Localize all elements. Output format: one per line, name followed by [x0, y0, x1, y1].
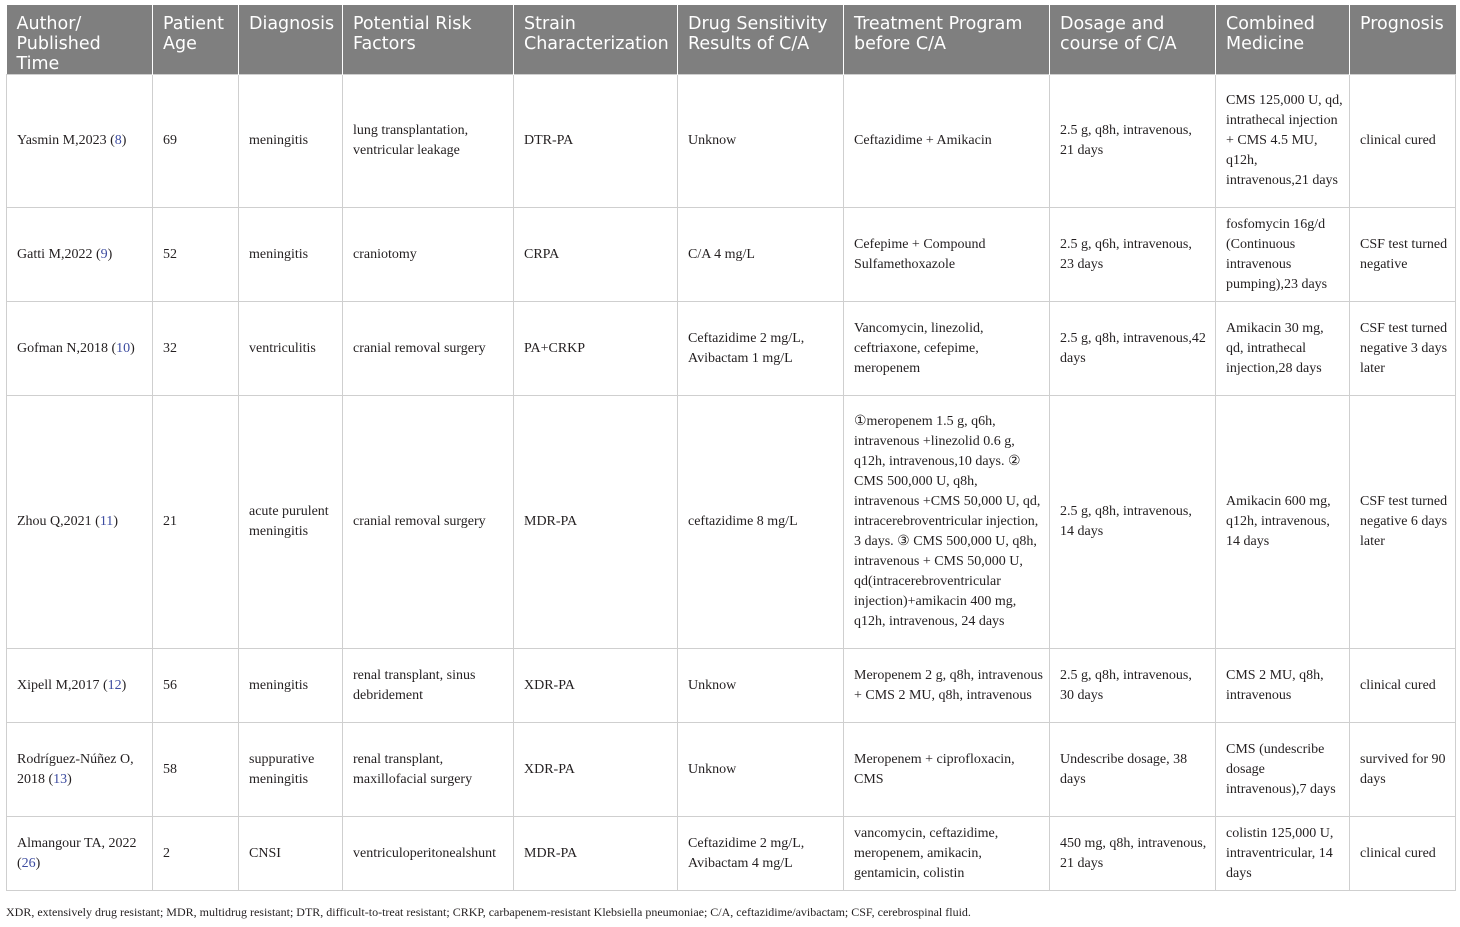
cell-dosage: 2.5 g, q8h, intravenous, 30 days	[1050, 649, 1216, 723]
cell-diagnosis: meningitis	[239, 649, 343, 723]
author-close-paren: )	[130, 340, 135, 356]
cell-combined: fosfomycin 16g/d (Continuous intravenous pumping),23 days	[1216, 208, 1350, 302]
table-row	[7, 817, 1456, 891]
cell-diagnosis: suppurative meningitis	[239, 723, 343, 817]
author-text: Gofman N,2018 (	[17, 340, 117, 356]
author-close-paren: )	[121, 677, 127, 693]
header-treatment: Treatment Program before C/A	[844, 5, 1050, 75]
cell-dosage: 2.5 g, q8h, intravenous,42 days	[1050, 302, 1216, 396]
cell-combined: colistin 125,000 U, intraventricular, 14 days	[1216, 817, 1350, 891]
header-prognosis: Prognosis	[1350, 5, 1456, 75]
cell-age: 2	[153, 817, 239, 891]
cell-treatment: Meropenem + ciprofloxacin, CMS	[844, 723, 1050, 817]
cell-combined: Amikacin 600 mg, q12h, intravenous, 14 days	[1216, 396, 1350, 649]
cell-treatment: Ceftazidime + Amikacin	[844, 75, 1050, 208]
cell-combined: CMS 125,000 U, qd, intrathecal injection + CMS 4.5 MU, q12h, intravenous,21 days	[1216, 75, 1350, 208]
author-text: Xipell M,2017 (	[17, 677, 108, 693]
cell-strain: XDR-PA	[514, 649, 678, 723]
author-close-paren: )	[35, 855, 41, 871]
cell-sensitivity: Unknow	[678, 723, 844, 817]
cell-strain: MDR-PA	[514, 396, 678, 649]
cell-age: 52	[153, 208, 239, 302]
cell-treatment: Vancomycin, linezolid, ceftriaxone, cefepime, meropenem	[844, 302, 1050, 396]
cell-dosage: 2.5 g, q8h, intravenous, 14 days	[1050, 396, 1216, 649]
cell-author	[7, 302, 153, 396]
reference-link[interactable]: 10	[116, 340, 131, 356]
cell-treatment: Cefepime + Compound Sulfamethoxazole	[844, 208, 1050, 302]
cell-author	[7, 723, 153, 817]
cell-combined: Amikacin 30 mg, qd, intrathecal injection,28 days	[1216, 302, 1350, 396]
header-risk-factors: Potential Risk Factors	[343, 5, 514, 75]
author-close-paren: )	[107, 246, 113, 262]
reference-link[interactable]: 11	[99, 514, 114, 529]
cell-strain: PA+CRKP	[514, 302, 678, 396]
reference-link[interactable]: 12	[107, 677, 122, 693]
cell-treatment: ①meropenem 1.5 g, q6h, intravenous +linezolid 0.6 g, q12h, intravenous,10 days. ② CMS 500,000 U, q8h, intravenous +CMS 50,000 U, qd, intracerebroventricular injection, 3 days. ③ CMS 500,000 U, q8h, intravenous + CMS 50,000 U, qd(intracerebroventricular injection)+amikacin 400 mg, q12h, intravenous, 24 days	[844, 396, 1050, 649]
cell-dosage: Undescribe dosage, 38 days	[1050, 723, 1216, 817]
cell-prognosis: CSF test turned negative	[1350, 208, 1456, 302]
cell-risk: lung transplantation, ventricular leakage	[343, 75, 514, 208]
cell-diagnosis: ventriculitis	[239, 302, 343, 396]
author-text: Yasmin M,2023 (	[17, 133, 115, 148]
cell-strain: MDR-PA	[514, 817, 678, 891]
reference-link[interactable]: 26	[21, 855, 36, 871]
cell-prognosis: clinical cured	[1350, 649, 1456, 723]
cell-dosage: 450 mg, q8h, intravenous, 21 days	[1050, 817, 1216, 891]
cell-prognosis: clinical cured	[1350, 817, 1456, 891]
cell-prognosis: CSF test turned negative 6 days later	[1350, 396, 1456, 649]
table-row	[7, 208, 1456, 302]
cell-age: 56	[153, 649, 239, 723]
author-close-paren: )	[113, 514, 118, 529]
cell-author	[7, 208, 153, 302]
cell-diagnosis: meningitis	[239, 75, 343, 208]
cell-treatment: vancomycin, ceftazidime, meropenem, amikacin, gentamicin, colistin	[844, 817, 1050, 891]
cell-sensitivity: Unknow	[678, 649, 844, 723]
cell-age: 58	[153, 723, 239, 817]
cell-treatment: Meropenem 2 g, q8h, intravenous + CMS 2 MU, q8h, intravenous	[844, 649, 1050, 723]
cell-risk: renal transplant, maxillofacial surgery	[343, 723, 514, 817]
cell-combined: CMS 2 MU, q8h, intravenous	[1216, 649, 1350, 723]
case-table	[6, 5, 1456, 891]
header-author: Author/ Published Time	[7, 5, 153, 75]
author-close-paren: )	[67, 771, 72, 787]
cell-prognosis: CSF test turned negative 3 days later	[1350, 302, 1456, 396]
table-footnote: XDR, extensively drug resistant; MDR, multidrug resistant; DTR, difficult-to-treat resistant; CRKP, carbapenem-resistant Klebsiella pneumoniae; C/A, ceftazidime/avibactam; CSF, cerebrospinal fluid.	[6, 905, 971, 919]
header-row	[7, 5, 1456, 75]
cell-author	[7, 75, 153, 208]
author-text: Rodríguez-Núñez O, 2018 (	[17, 751, 134, 787]
header-strain: Strain Characterization	[514, 5, 678, 75]
header-age: Patient Age	[153, 5, 239, 75]
cell-sensitivity: Ceftazidime 2 mg/L, Avibactam 4 mg/L	[678, 817, 844, 891]
cell-risk: ventriculoperitonealshunt	[343, 817, 514, 891]
cell-strain: XDR-PA	[514, 723, 678, 817]
cell-author	[7, 649, 153, 723]
cell-risk: craniotomy	[343, 208, 514, 302]
header-diagnosis: Diagnosis	[239, 5, 343, 75]
header-combined: Combined Medicine	[1216, 5, 1350, 75]
cell-prognosis: clinical cured	[1350, 75, 1456, 208]
cell-strain: DTR-PA	[514, 75, 678, 208]
table-row	[7, 302, 1456, 396]
cell-author	[7, 817, 153, 891]
author-text: Zhou Q,2021 (	[17, 514, 100, 529]
author-close-paren: )	[121, 133, 127, 148]
table-row	[7, 396, 1456, 649]
cell-dosage: 2.5 g, q8h, intravenous, 21 days	[1050, 75, 1216, 208]
table-container	[6, 5, 1455, 891]
table-row	[7, 723, 1456, 817]
reference-link[interactable]: 13	[53, 771, 68, 787]
cell-risk: renal transplant, sinus debridement	[343, 649, 514, 723]
cell-prognosis: survived for 90 days	[1350, 723, 1456, 817]
cell-age: 21	[153, 396, 239, 649]
table-row	[7, 649, 1456, 723]
cell-risk: cranial removal surgery	[343, 302, 514, 396]
reference-link[interactable]: 9	[100, 246, 108, 262]
cell-age: 69	[153, 75, 239, 208]
cell-combined: CMS (undescribe dosage intravenous),7 days	[1216, 723, 1350, 817]
author-text: Almangour TA, 2022 (	[17, 835, 137, 871]
table-row	[7, 75, 1456, 208]
cell-sensitivity: ceftazidime 8 mg/L	[678, 396, 844, 649]
reference-link[interactable]: 8	[114, 133, 122, 148]
cell-diagnosis: CNSI	[239, 817, 343, 891]
author-text: Gatti M,2022 (	[17, 246, 101, 262]
cell-age: 32	[153, 302, 239, 396]
cell-sensitivity: Unknow	[678, 75, 844, 208]
cell-diagnosis: meningitis	[239, 208, 343, 302]
header-sensitivity: Drug Sensitivity Results of C/A	[678, 5, 844, 75]
header-dosage: Dosage and course of C/A	[1050, 5, 1216, 75]
cell-strain: CRPA	[514, 208, 678, 302]
cell-sensitivity: C/A 4 mg/L	[678, 208, 844, 302]
cell-author	[7, 396, 153, 649]
cell-diagnosis: acute purulent meningitis	[239, 396, 343, 649]
cell-sensitivity: Ceftazidime 2 mg/L, Avibactam 1 mg/L	[678, 302, 844, 396]
cell-risk: cranial removal surgery	[343, 396, 514, 649]
cell-dosage: 2.5 g, q6h, intravenous, 23 days	[1050, 208, 1216, 302]
